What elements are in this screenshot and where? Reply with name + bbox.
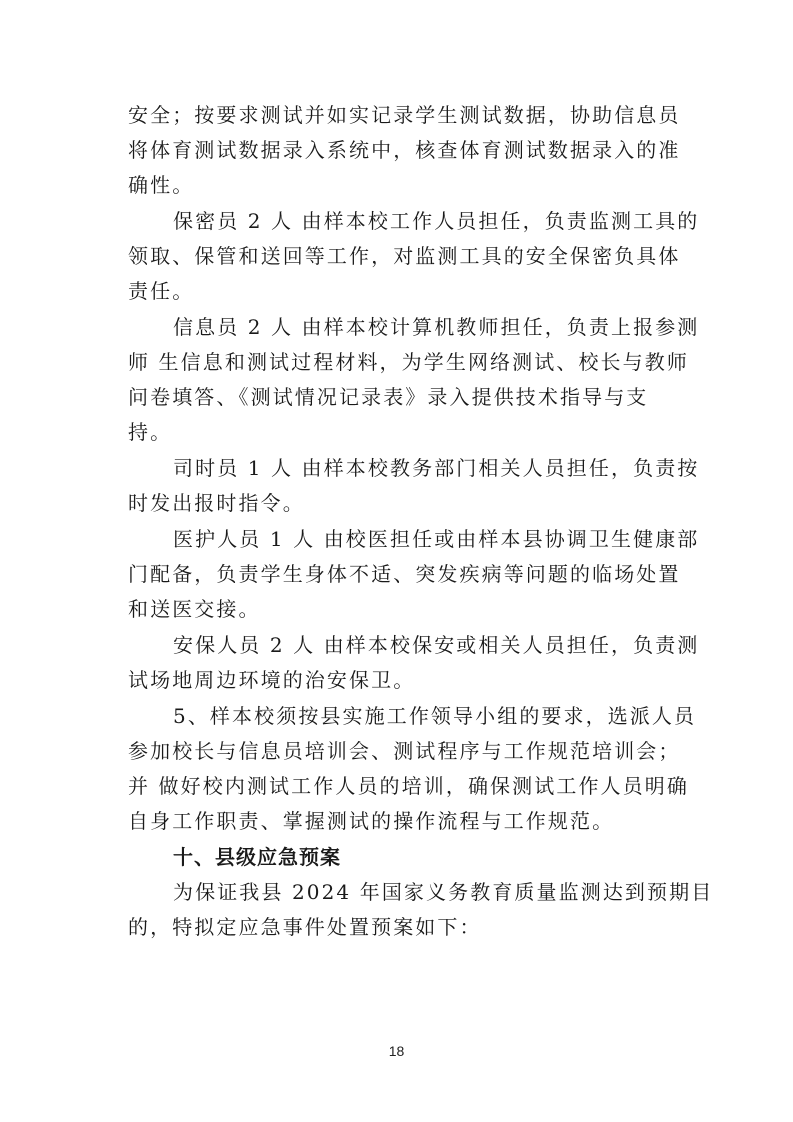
text-line: 师 生信息和测试过程材料，为学生网络测试、校长与教师 [128, 350, 689, 374]
page-content [128, 98, 714, 946]
text-line: 并 做好校内测试工作人员的培训，确保测试工作人员明确 [128, 774, 689, 798]
text-line: 自身工作职责、掌握测试的操作流程与工作规范。 [128, 809, 615, 833]
text-line: 持。 [128, 420, 173, 444]
text-line: 问卷填答、《测试情况记录表》录入提供技术指导与支 [128, 385, 649, 409]
text-line: 安保人员 2 人 由样本校保安或相关人员担任，负责测 [173, 633, 700, 657]
text-line: 的，特拟定应急事件处置预案如下： [128, 915, 482, 939]
text-line: 信息员 2 人 由样本校计算机教师担任，负责上报参测 [173, 315, 700, 339]
paragraph-item-5 [128, 699, 697, 839]
paragraph-emergency-intro [128, 875, 714, 945]
page-number: 18 [388, 1043, 405, 1059]
text-line: 为保证我县 2024 年国家义务教育质量监测达到预期目 [173, 880, 714, 904]
text-line: 安全；按要求测试并如实记录学生测试数据，协助信息员 [128, 103, 681, 127]
paragraph-safety-continued [128, 98, 681, 203]
text-line: 医护人员 1 人 由校医担任或由样本县协调卫生健康部 [173, 527, 700, 551]
paragraph-security-staff [128, 628, 700, 698]
text-line: 和送医交接。 [128, 597, 261, 621]
text-line: 时发出报时指令。 [128, 491, 305, 515]
text-line: 责任。 [128, 279, 195, 303]
text-line: 参加校长与信息员培训会、测试程序与工作规范培训会； [128, 739, 681, 763]
text-line: 确性。 [128, 173, 195, 197]
text-line: 司时员 1 人 由样本校教务部门相关人员担任，负责按 [173, 456, 700, 480]
text-line: 5、样本校须按县实施工作领导小组的要求，选派人员 [173, 704, 697, 728]
text-line: 保密员 2 人 由样本校工作人员担任，负责监测工具的 [173, 209, 700, 233]
paragraph-confidentiality-officer [128, 204, 700, 309]
text-line: 试场地周边环境的治安保卫。 [128, 668, 416, 692]
paragraph-medical-staff [128, 522, 700, 627]
text-line: 领取、保管和送回等工作，对监测工具的安全保密负具体 [128, 244, 681, 268]
paragraph-timekeeper [128, 451, 700, 521]
section-heading: 十、县级应急预案 [173, 845, 341, 869]
paragraph-information-officer [128, 310, 700, 450]
text-line: 将体育测试数据录入系统中，核查体育测试数据录入的准 [128, 138, 681, 162]
text-line: 门配备，负责学生身体不适、突发疾病等问题的临场处置 [128, 562, 681, 586]
